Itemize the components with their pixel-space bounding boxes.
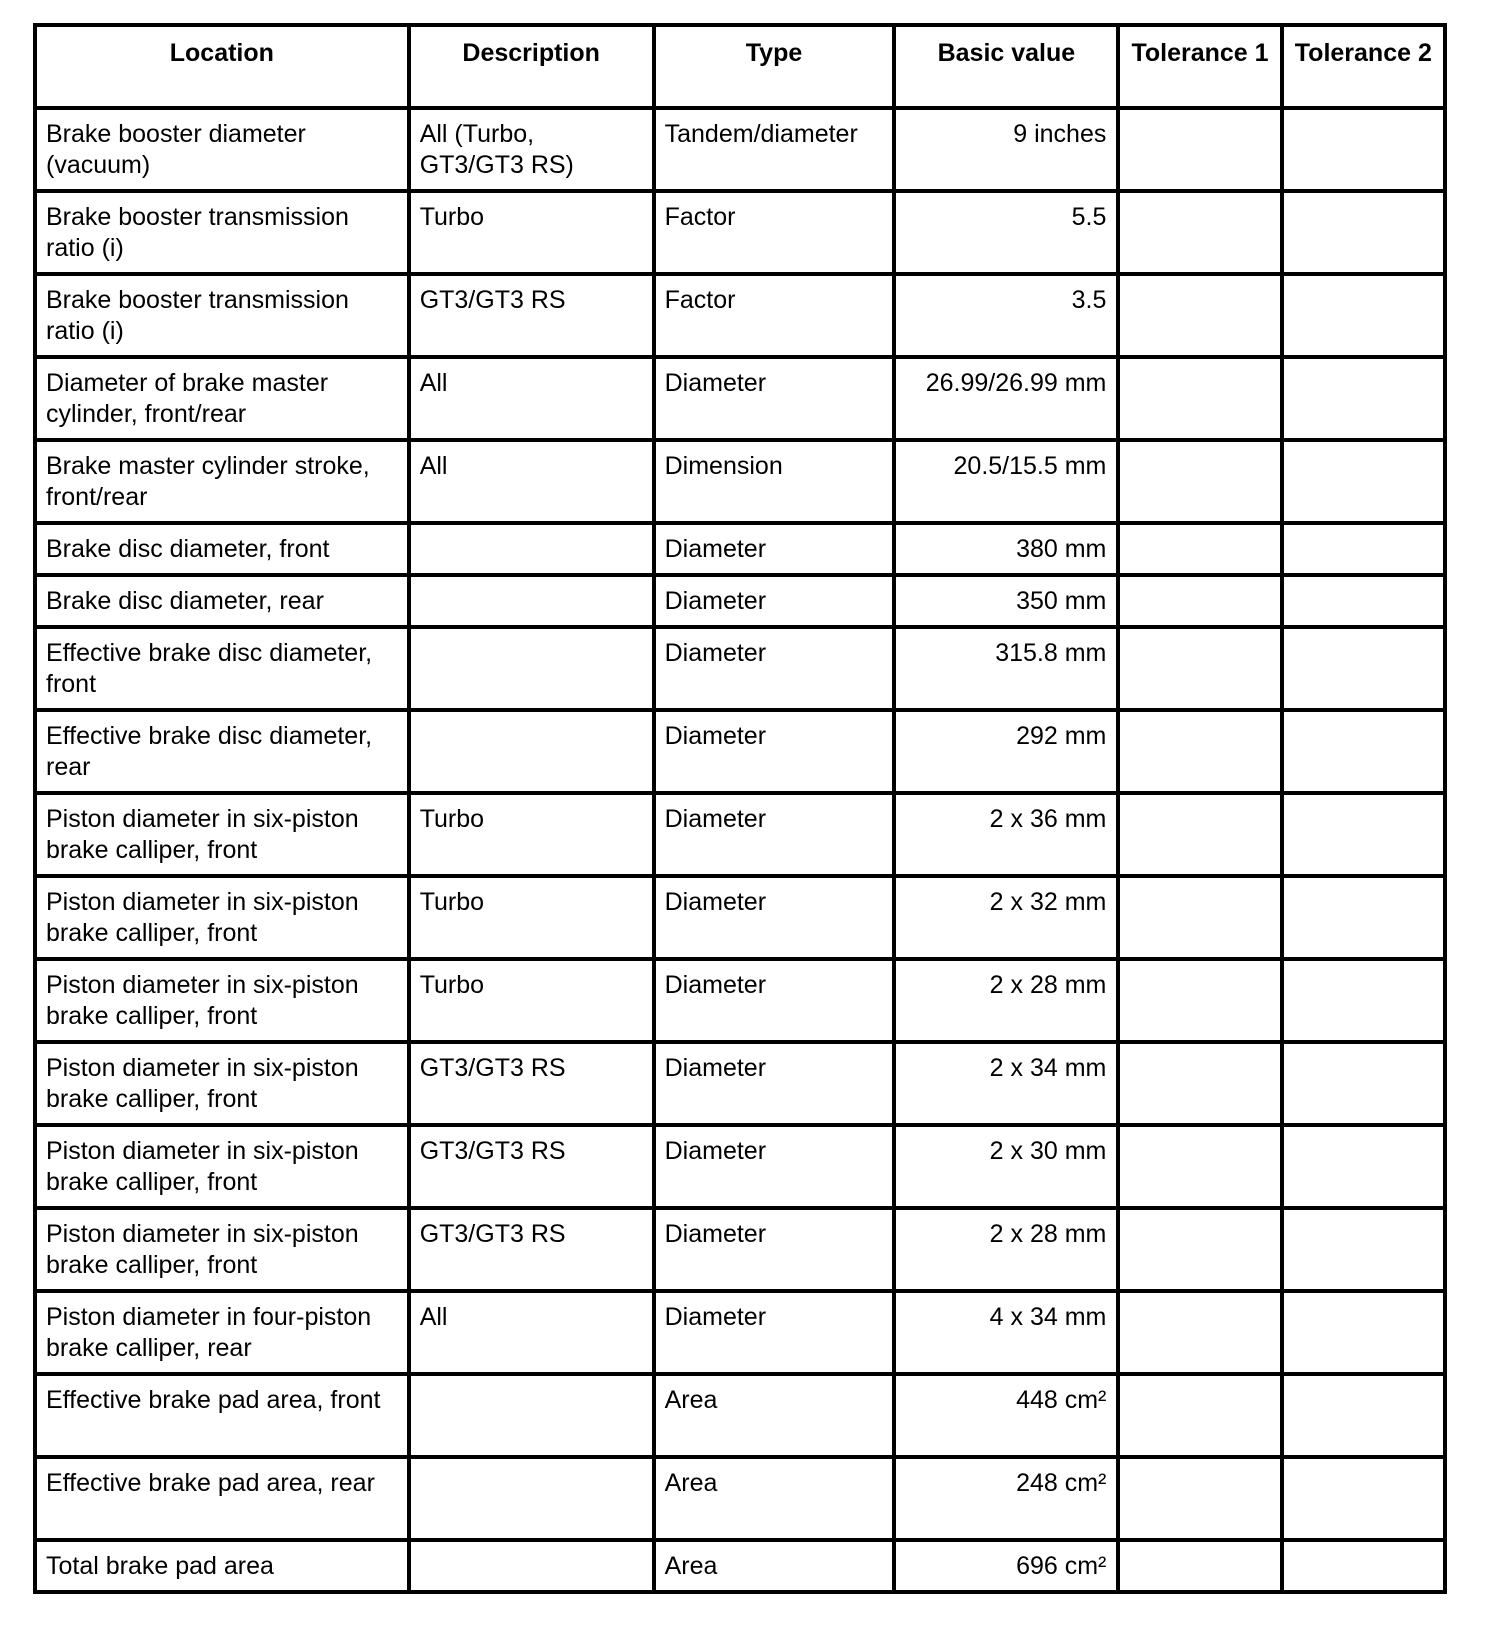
cell-location: Piston diameter in four-piston brake calliper, rear [35, 1291, 409, 1374]
cell-location: Piston diameter in six-piston brake calliper, front [35, 1042, 409, 1125]
cell-description: Turbo [409, 876, 654, 959]
cell-location: Brake master cylinder stroke, front/rear [35, 440, 409, 523]
table-row [35, 191, 1445, 274]
cell-tolerance-2 [1282, 108, 1445, 191]
table-row [35, 959, 1445, 1042]
cell-tolerance-1 [1118, 523, 1281, 575]
cell-description [409, 1540, 654, 1592]
table-row [35, 1291, 1445, 1374]
cell-type: Diameter [654, 523, 895, 575]
cell-description [409, 710, 654, 793]
cell-tolerance-1 [1118, 191, 1281, 274]
cell-type: Diameter [654, 575, 895, 627]
cell-tolerance-2 [1282, 1125, 1445, 1208]
cell-description [409, 1374, 654, 1457]
table-row [35, 1042, 1445, 1125]
table-row [35, 575, 1445, 627]
cell-tolerance-2 [1282, 710, 1445, 793]
cell-location: Piston diameter in six-piston brake calliper, front [35, 876, 409, 959]
cell-basic-value: 9 inches [894, 108, 1118, 191]
cell-type: Area [654, 1374, 895, 1457]
cell-tolerance-2 [1282, 1540, 1445, 1592]
cell-basic-value: 3.5 [894, 274, 1118, 357]
cell-tolerance-1 [1118, 274, 1281, 357]
cell-basic-value: 696 cm² [894, 1540, 1118, 1592]
cell-basic-value: 448 cm² [894, 1374, 1118, 1457]
cell-description: GT3/GT3 RS [409, 1042, 654, 1125]
cell-location: Effective brake disc diameter, front [35, 627, 409, 710]
table-row [35, 710, 1445, 793]
cell-type: Diameter [654, 710, 895, 793]
header-location: Location [35, 25, 409, 108]
cell-tolerance-1 [1118, 1540, 1281, 1592]
cell-location: Brake disc diameter, rear [35, 575, 409, 627]
cell-tolerance-2 [1282, 793, 1445, 876]
cell-basic-value: 20.5/15.5 mm [894, 440, 1118, 523]
cell-location: Brake booster transmission ratio (i) [35, 191, 409, 274]
header-tolerance-2: Tolerance 2 [1282, 25, 1445, 108]
cell-type: Area [654, 1540, 895, 1592]
cell-tolerance-1 [1118, 1291, 1281, 1374]
cell-tolerance-1 [1118, 1208, 1281, 1291]
cell-location: Total brake pad area [35, 1540, 409, 1592]
table-row [35, 1457, 1445, 1540]
cell-location: Effective brake pad area, rear [35, 1457, 409, 1540]
cell-description [409, 523, 654, 575]
cell-description: All (Turbo, GT3/GT3 RS) [409, 108, 654, 191]
cell-basic-value: 26.99/26.99 mm [894, 357, 1118, 440]
cell-basic-value: 2 x 36 mm [894, 793, 1118, 876]
cell-basic-value: 248 cm² [894, 1457, 1118, 1540]
cell-tolerance-2 [1282, 1374, 1445, 1457]
cell-description [409, 1457, 654, 1540]
cell-location: Piston diameter in six-piston brake calliper, front [35, 1208, 409, 1291]
cell-basic-value: 5.5 [894, 191, 1118, 274]
cell-basic-value: 4 x 34 mm [894, 1291, 1118, 1374]
cell-tolerance-2 [1282, 1208, 1445, 1291]
cell-location: Diameter of brake master cylinder, front/rear [35, 357, 409, 440]
cell-location: Effective brake disc diameter, rear [35, 710, 409, 793]
cell-type: Factor [654, 191, 895, 274]
cell-type: Diameter [654, 959, 895, 1042]
table-row [35, 440, 1445, 523]
table-row [35, 1540, 1445, 1592]
cell-description: All [409, 1291, 654, 1374]
table-row [35, 876, 1445, 959]
cell-type: Diameter [654, 1291, 895, 1374]
cell-description: Turbo [409, 959, 654, 1042]
cell-tolerance-1 [1118, 793, 1281, 876]
cell-description: GT3/GT3 RS [409, 274, 654, 357]
cell-description: GT3/GT3 RS [409, 1125, 654, 1208]
cell-basic-value: 2 x 32 mm [894, 876, 1118, 959]
cell-tolerance-2 [1282, 1042, 1445, 1125]
cell-tolerance-1 [1118, 710, 1281, 793]
cell-description [409, 575, 654, 627]
table-row [35, 1374, 1445, 1457]
cell-type: Diameter [654, 1208, 895, 1291]
cell-tolerance-1 [1118, 1042, 1281, 1125]
cell-tolerance-1 [1118, 1457, 1281, 1540]
cell-tolerance-2 [1282, 191, 1445, 274]
table-row [35, 523, 1445, 575]
cell-description: All [409, 357, 654, 440]
cell-location: Effective brake pad area, front [35, 1374, 409, 1457]
cell-description: Turbo [409, 793, 654, 876]
table-row [35, 1125, 1445, 1208]
cell-type: Diameter [654, 1125, 895, 1208]
cell-type: Diameter [654, 357, 895, 440]
cell-tolerance-2 [1282, 274, 1445, 357]
cell-description [409, 627, 654, 710]
cell-type: Tandem/diameter [654, 108, 895, 191]
cell-tolerance-1 [1118, 876, 1281, 959]
table-row [35, 357, 1445, 440]
header-tolerance-1: Tolerance 1 [1118, 25, 1281, 108]
cell-tolerance-2 [1282, 357, 1445, 440]
cell-tolerance-1 [1118, 627, 1281, 710]
cell-type: Factor [654, 274, 895, 357]
cell-basic-value: 2 x 34 mm [894, 1042, 1118, 1125]
table-row [35, 1208, 1445, 1291]
table-row [35, 274, 1445, 357]
cell-tolerance-2 [1282, 575, 1445, 627]
cell-basic-value: 2 x 30 mm [894, 1125, 1118, 1208]
header-description: Description [409, 25, 654, 108]
cell-basic-value: 315.8 mm [894, 627, 1118, 710]
cell-tolerance-1 [1118, 440, 1281, 523]
table-row [35, 793, 1445, 876]
header-type: Type [654, 25, 895, 108]
cell-type: Diameter [654, 627, 895, 710]
cell-tolerance-1 [1118, 1374, 1281, 1457]
cell-basic-value: 2 x 28 mm [894, 1208, 1118, 1291]
header-basic-value: Basic value [894, 25, 1118, 108]
cell-description: GT3/GT3 RS [409, 1208, 654, 1291]
cell-tolerance-1 [1118, 357, 1281, 440]
cell-tolerance-1 [1118, 575, 1281, 627]
cell-type: Area [654, 1457, 895, 1540]
cell-type: Dimension [654, 440, 895, 523]
cell-type: Diameter [654, 876, 895, 959]
cell-tolerance-2 [1282, 627, 1445, 710]
table-row [35, 108, 1445, 191]
cell-tolerance-1 [1118, 1125, 1281, 1208]
cell-tolerance-1 [1118, 959, 1281, 1042]
cell-tolerance-2 [1282, 523, 1445, 575]
cell-location: Brake booster transmission ratio (i) [35, 274, 409, 357]
cell-type: Diameter [654, 1042, 895, 1125]
cell-basic-value: 2 x 28 mm [894, 959, 1118, 1042]
cell-location: Piston diameter in six-piston brake calliper, front [35, 793, 409, 876]
cell-tolerance-1 [1118, 108, 1281, 191]
cell-location: Brake booster diameter (vacuum) [35, 108, 409, 191]
cell-basic-value: 380 mm [894, 523, 1118, 575]
cell-tolerance-2 [1282, 440, 1445, 523]
table-header-row [35, 25, 1445, 108]
cell-description: Turbo [409, 191, 654, 274]
cell-tolerance-2 [1282, 1457, 1445, 1540]
table-row [35, 627, 1445, 710]
cell-tolerance-2 [1282, 959, 1445, 1042]
cell-basic-value: 350 mm [894, 575, 1118, 627]
cell-location: Piston diameter in six-piston brake calliper, front [35, 959, 409, 1042]
cell-tolerance-2 [1282, 876, 1445, 959]
cell-type: Diameter [654, 793, 895, 876]
cell-location: Piston diameter in six-piston brake calliper, front [35, 1125, 409, 1208]
brake-spec-table [33, 23, 1447, 1594]
cell-basic-value: 292 mm [894, 710, 1118, 793]
cell-location: Brake disc diameter, front [35, 523, 409, 575]
cell-description: All [409, 440, 654, 523]
cell-tolerance-2 [1282, 1291, 1445, 1374]
